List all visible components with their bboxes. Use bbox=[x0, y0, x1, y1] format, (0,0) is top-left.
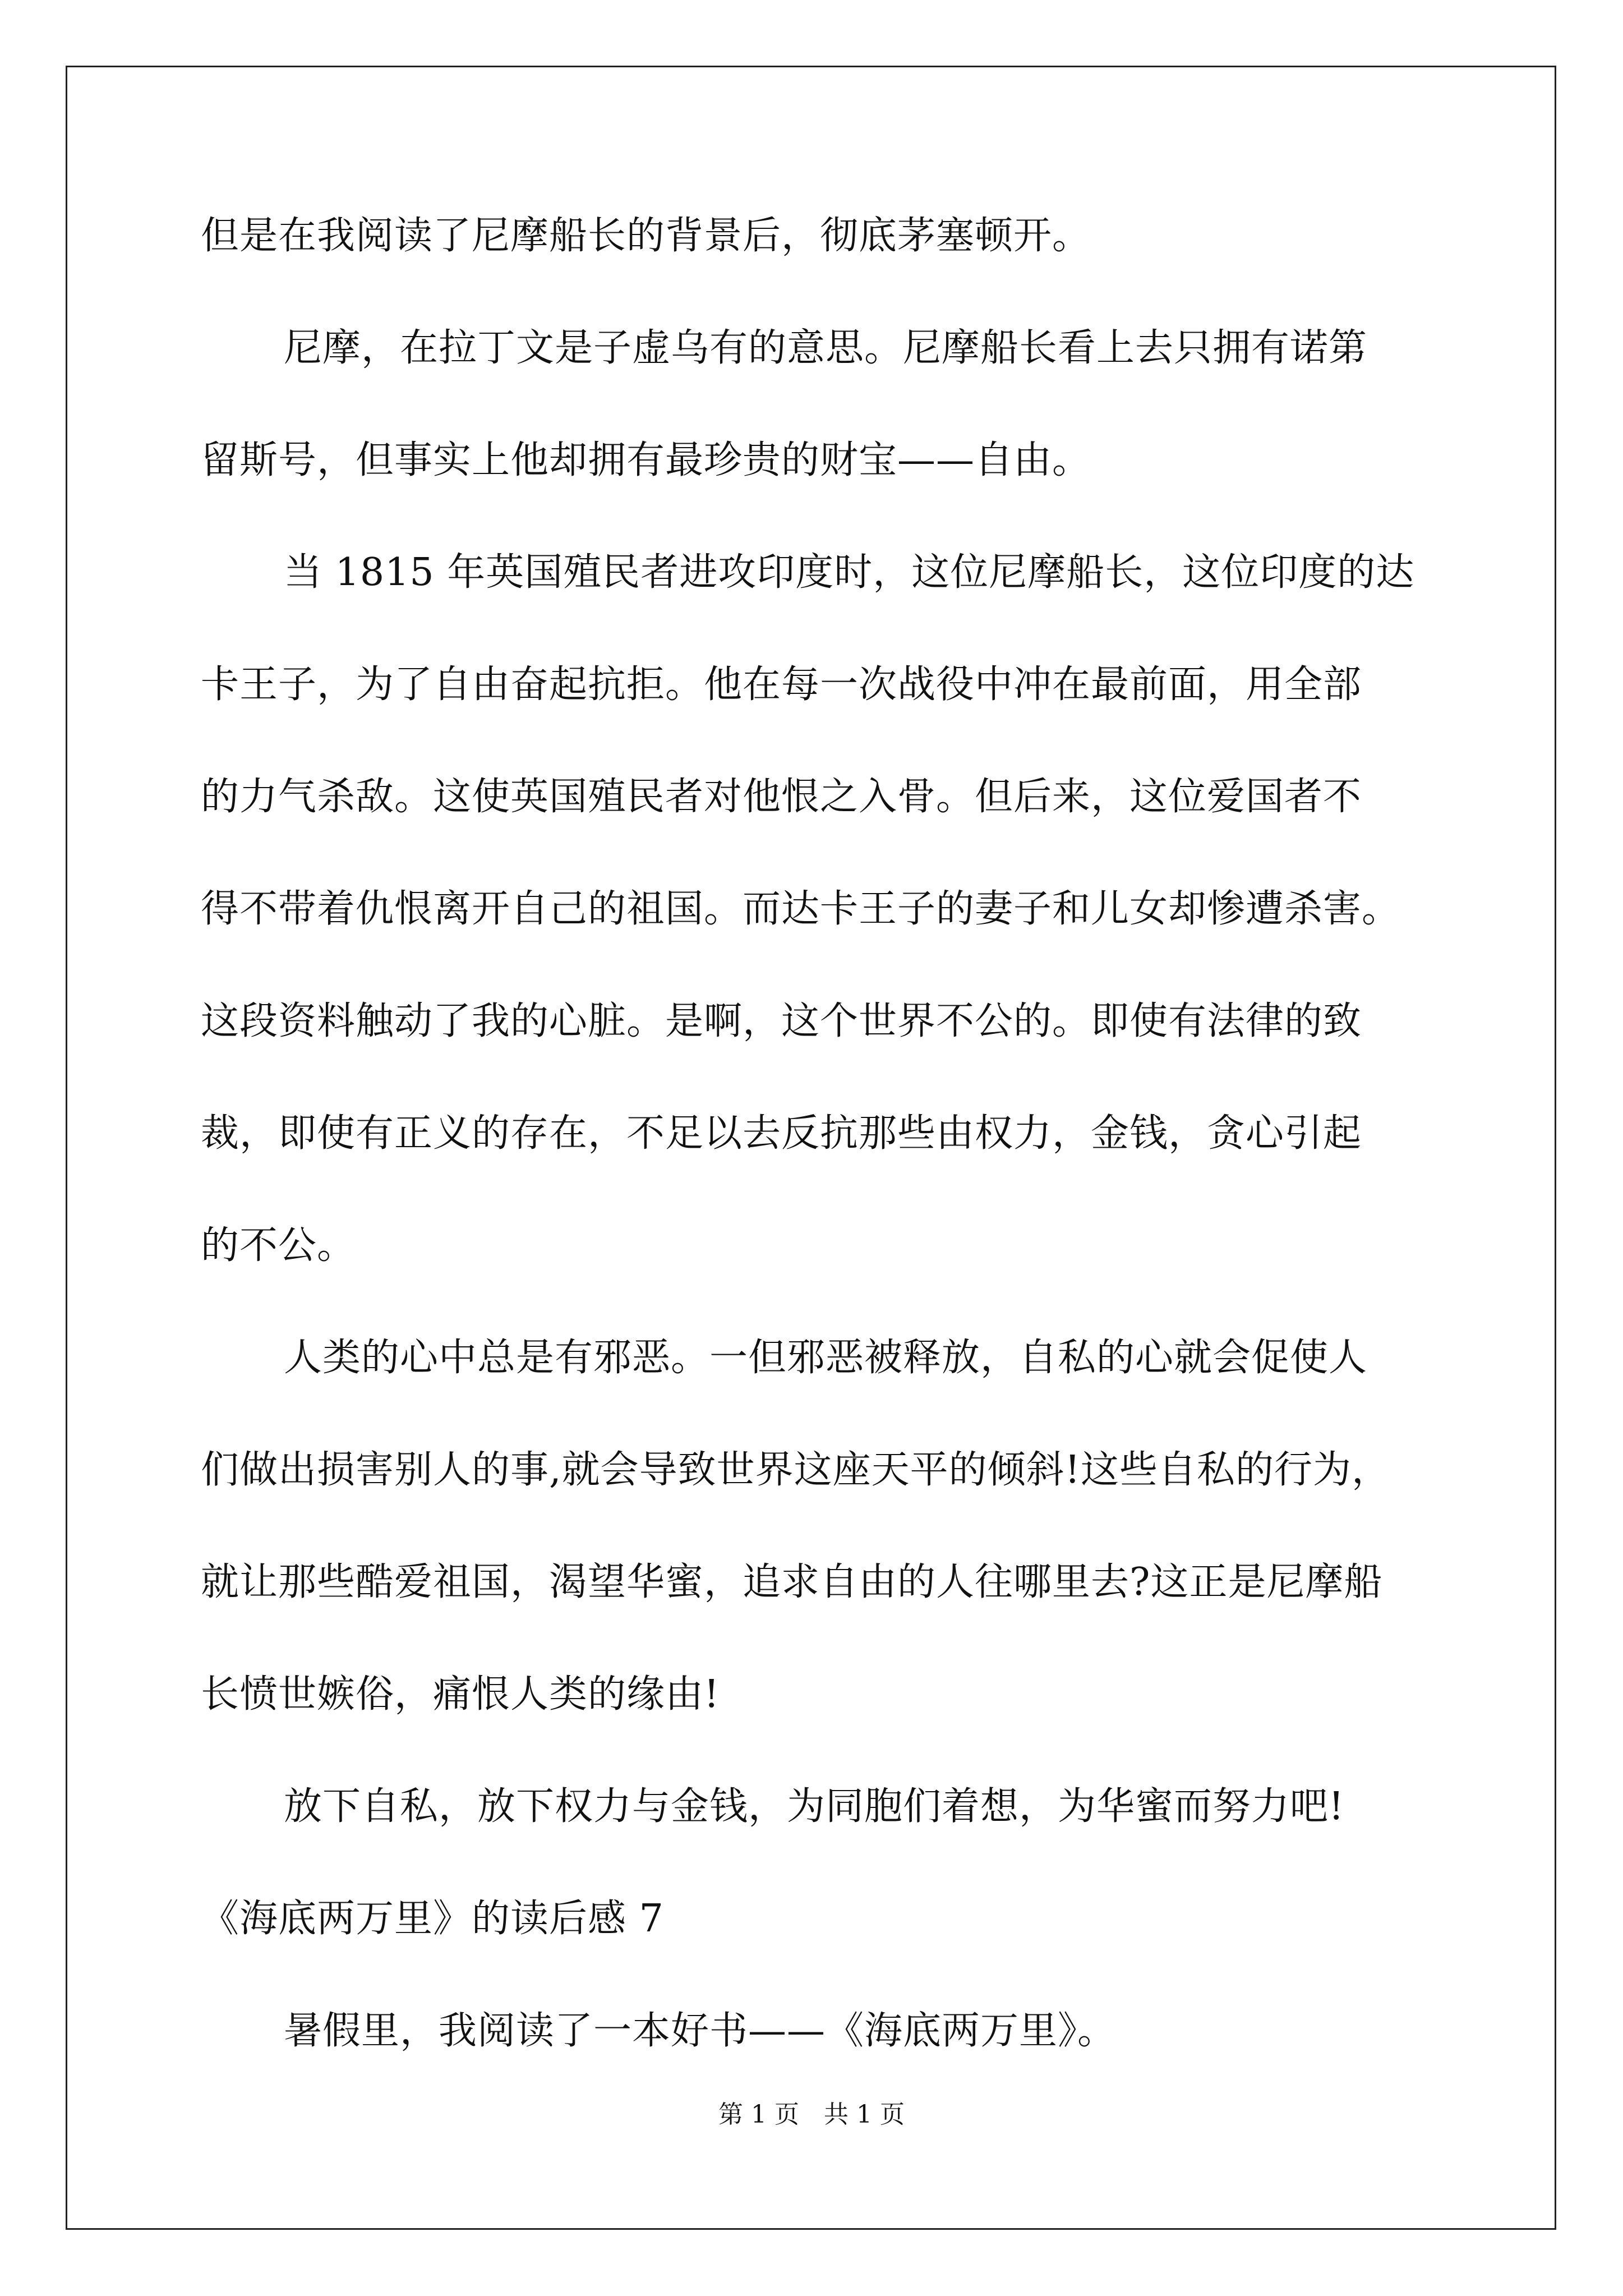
text-line: 的力气杀敌。这使英国殖民者对他恨之入骨。但后来，这位爱国者不 bbox=[201, 775, 1362, 819]
text-line: 就让那些酷爱祖国，渴望华蜜，追求自由的人往哪里去?这正是尼摩船 bbox=[201, 1560, 1383, 1604]
text-line: 暑假里，我阅读了一本好书——《海底两万里》。 bbox=[284, 2009, 1117, 2053]
text-line: 放下自私，放下权力与金钱，为同胞们着想，为华蜜而努力吧! bbox=[284, 1784, 1345, 1829]
text-line: 当 1815 年英国殖民者进攻印度时，这位尼摩船长，这位印度的达 bbox=[284, 550, 1415, 595]
text-line: 裁，即使有正义的存在，不足以去反抗那些由权力，金钱，贪心引起 bbox=[201, 1111, 1362, 1156]
text-line: 得不带着仇恨离开自己的祖国。而达卡王子的妻子和儿女却惨遭杀害。 bbox=[201, 887, 1401, 931]
text-line: 这段资料触动了我的心脏。是啊，这个世界不公的。即使有法律的致 bbox=[201, 999, 1362, 1043]
text-line: 尼摩，在拉丁文是子虚乌有的意思。尼摩船长看上去只拥有诺第 bbox=[284, 326, 1368, 370]
page-number-footer: 第 1 页 共 1 页 bbox=[718, 2100, 905, 2129]
section-heading: 《海底两万里》的读后感 7 bbox=[201, 1897, 664, 1941]
text-line: 的不公。 bbox=[201, 1223, 356, 1268]
document-body bbox=[201, 199, 1423, 2068]
text-line: 人类的心中总是有邪恶。一但邪恶被释放，自私的心就会促使人 bbox=[284, 1336, 1368, 1380]
text-line: 但是在我阅读了尼摩船长的背景后，彻底茅塞顿开。 bbox=[201, 214, 1091, 258]
text-line: 卡王子，为了自由奋起抗拒。他在每一次战役中冲在最前面，用全部 bbox=[201, 662, 1362, 707]
text-line: 们做出损害别人的事,就会导致世界这座天平的倾斜!这些自私的行为， bbox=[201, 1448, 1390, 1492]
text-line: 留斯号，但事实上他却拥有最珍贵的财宝——自由。 bbox=[201, 438, 1091, 482]
text-line: 长愤世嫉俗，痛恨人类的缘由! bbox=[201, 1672, 720, 1717]
